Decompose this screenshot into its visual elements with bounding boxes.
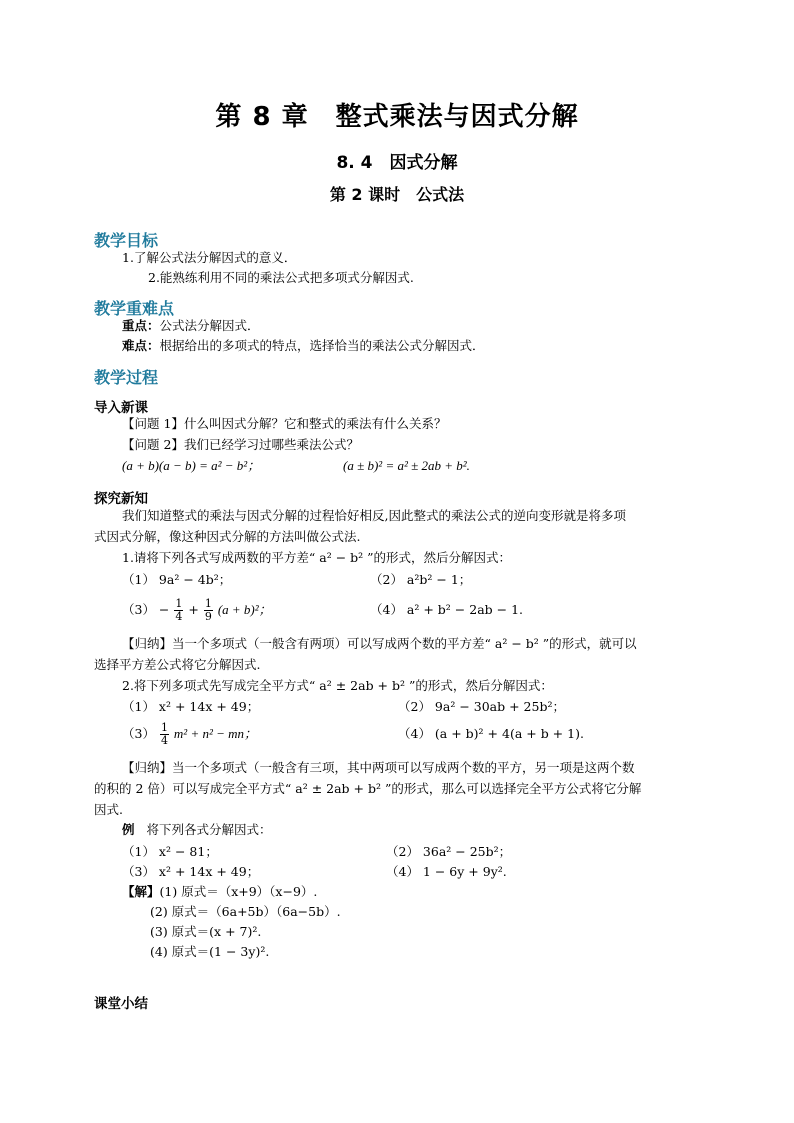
task-1-item-4: （4） a² + b² − 2ab − 1. <box>370 602 523 617</box>
example-text: 将下列各式分解因式： <box>146 822 272 837</box>
objectives-heading: 教学目标 <box>94 231 159 250</box>
fraction-one-quarter-2: $\frac{1}{4}$ <box>160 721 168 747</box>
task-2-item-3 <box>122 722 257 747</box>
example-item-2: （2） 36a² − 25b²； <box>386 844 512 859</box>
example-item-1: （1） x² − 81； <box>122 844 218 859</box>
question-1-text: 什么叫因式分解？它和整式的乘法有什么关系？ <box>183 416 447 431</box>
formula-perfect-square: (a ± b)² = a² ± 2ab + b². <box>343 458 470 473</box>
summary-1-line-1: 【归纳】当一个多项式（一般含有两项）可以写成两个数的平方差“ a² − b² ”的形式，就可以 <box>122 636 637 651</box>
task-2-item-3-label: （3） <box>122 726 155 741</box>
difficulty-line <box>122 338 485 354</box>
task-1-item-2: （2） a²b² − 1； <box>370 572 472 587</box>
task-2-prompt: 2.将下列多项式先写成完全平方式“ a² ± 2ab + b² ”的形式，然后分解因式： <box>122 678 553 693</box>
plus-sign: + <box>188 602 199 617</box>
formula-difference-of-squares: (a + b)(a − b) = a² − b²； <box>122 458 261 473</box>
example-line <box>122 822 271 838</box>
key-points-heading: 教学重难点 <box>94 299 175 318</box>
task-1-item-3 <box>122 598 272 623</box>
objective-item-1: 1.了解公式法分解因式的意义． <box>122 250 297 265</box>
example-item-3: （3） x² + 14x + 49； <box>122 864 260 879</box>
focus-line <box>122 318 260 334</box>
question-2-text: 我们已经学习过哪些乘法公式？ <box>183 437 359 452</box>
task-1-prompt: 1.请将下列各式写成两数的平方差“ a² − b² ”的形式，然后分解因式： <box>122 550 512 565</box>
example-label: 例 <box>122 822 135 837</box>
solution-line-4: (4) 原式＝(1 − 3y)². <box>150 944 270 959</box>
fraction-one-ninth: $\frac{1}{9}$ <box>204 597 212 623</box>
question-2-label: 【问题 2】 <box>122 437 184 452</box>
solution-line-2: (2) 原式＝（6a+5b）（6a−5b）. <box>150 904 341 919</box>
question-1 <box>122 416 446 432</box>
solution-label: 【解】 <box>122 884 160 899</box>
task-2-item-4: （4） (a + b)² + 4(a + b + 1). <box>398 726 584 741</box>
task-1-item-3-prefix: （3） − <box>122 602 170 617</box>
difficulty-text: 根据给出的多项式的特点，选择恰当的乘法公式分解因式． <box>159 338 485 353</box>
summary-1-label: 【归纳】 <box>122 636 173 651</box>
summary-2-line-3: 因式. <box>94 802 123 817</box>
task-2-item-2: （2） 9a² − 30ab + 25b²； <box>398 699 565 714</box>
task-1-item-1: （1） 9a² − 4b²； <box>122 572 232 587</box>
summary-2-line-2: 的积的 2 倍）可以写成完全平方式“ a² ± 2ab + b² ”的形式，那么可以选择完全平方公式将它分解 <box>94 781 642 796</box>
solution-line-1: 【解】(1) 原式＝（x+9）（x−9）. <box>122 884 318 899</box>
explore-paragraph-line-2: 式因式分解，像这种因式分解的方法叫做公式法. <box>94 529 361 544</box>
task-2-item-1: （1） x² + 14x + 49； <box>122 699 260 714</box>
intro-heading: 导入新课 <box>94 400 148 416</box>
task-1-item-3-tail: (a + b)²； <box>217 602 272 617</box>
example-item-4: （4） 1 − 6y + 9y². <box>386 864 507 879</box>
question-2 <box>122 437 359 453</box>
chapter-title: 第 8 章 整式乘法与因式分解 <box>215 102 579 132</box>
question-1-label: 【问题 1】 <box>122 416 184 431</box>
lesson-title: 第 2 课时 公式法 <box>329 185 465 204</box>
process-heading: 教学过程 <box>94 368 159 387</box>
fraction-one-quarter: $\frac{1}{4}$ <box>175 597 183 623</box>
summary-1-line-2: 选择平方差公式将它分解因式. <box>94 657 261 672</box>
explore-heading: 探究新知 <box>94 491 148 507</box>
solution-line-3: (3) 原式＝(x + 7)². <box>150 924 262 939</box>
summary-2-line-1: 【归纳】当一个多项式（一般含有三项，其中两项可以写成两个数的平方，另一项是这两个数 <box>122 760 635 775</box>
explore-paragraph-line-1: 我们知道整式的乘法与因式分解的过程恰好相反,因此整式的乘法公式的逆向变形就是将多项 <box>122 508 626 523</box>
focus-label: 重点： <box>122 318 160 333</box>
difficulty-label: 难点： <box>122 338 160 353</box>
class-summary-heading: 课堂小结 <box>94 996 148 1012</box>
objective-item-2: 2.能熟练利用不同的乘法公式把多项式分解因式. <box>148 270 414 285</box>
section-title: 8. 4 因式分解 <box>336 153 458 173</box>
summary-2-label: 【归纳】 <box>122 760 173 775</box>
focus-text: 公式法分解因式． <box>159 318 260 333</box>
task-2-item-3-tail: m² + n² − mn； <box>173 726 258 741</box>
